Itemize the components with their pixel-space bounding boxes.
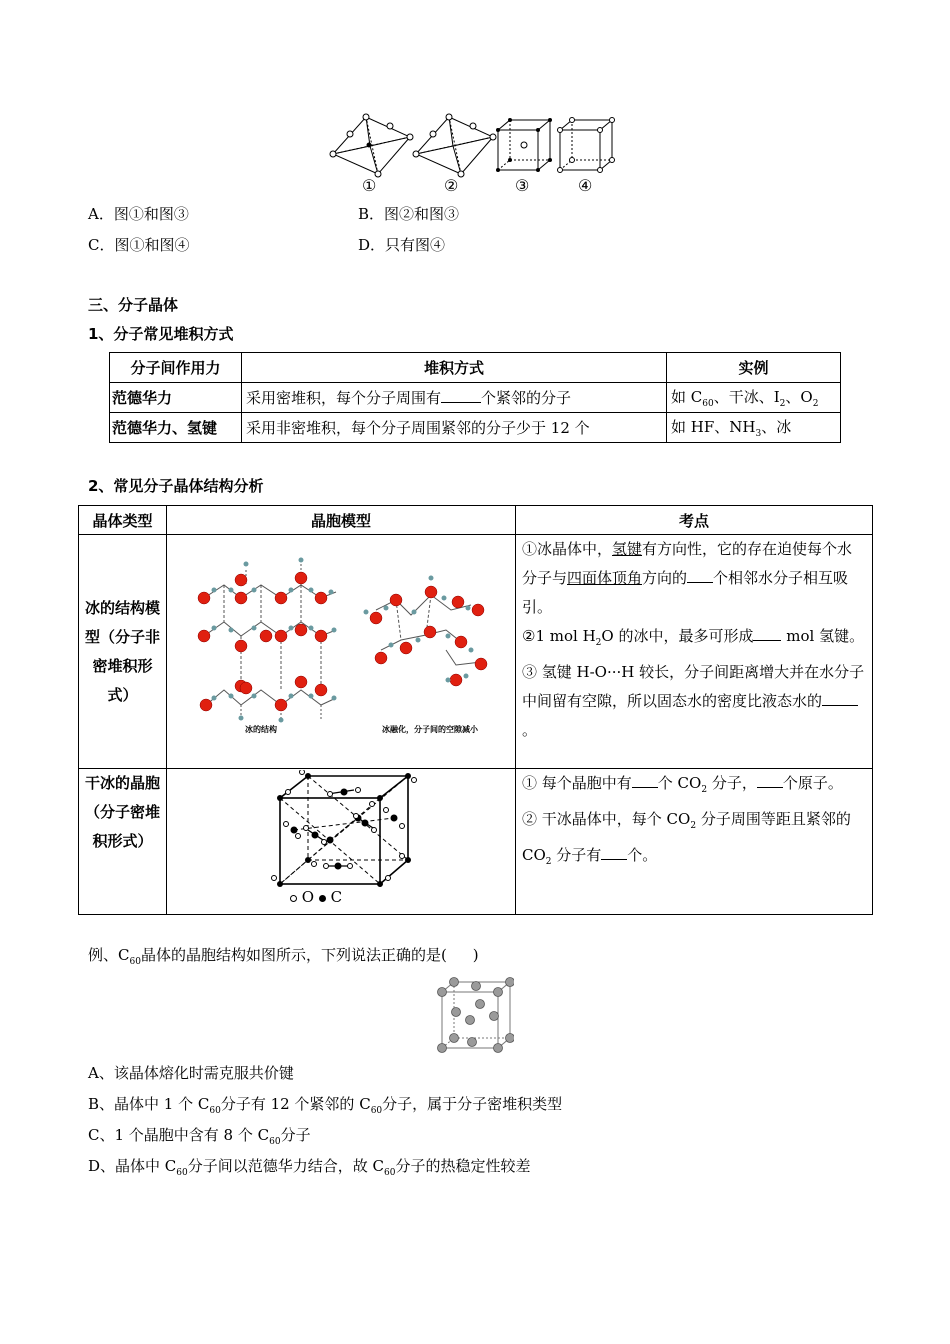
cell-example: 如 HF、$NH_3$、冰 [667, 413, 841, 443]
cell-example: 如 $C_{60}$、干冰、$I_2$、$O_2$ [667, 383, 841, 413]
stacking-table [109, 352, 841, 443]
fig-label-1: ① [362, 176, 377, 195]
cell-dry-ice-type: 干冰的晶胞（分子密堆积形式） [79, 769, 167, 915]
cell-method: 采用密堆积，每个分子周围有 个紧邻的分子 [242, 383, 667, 413]
table-row [110, 413, 841, 443]
subsection-1-title: 1、分子常见堆积方式 [88, 325, 234, 343]
cell-ice-type: 冰的结构模型（分子非密堆积形式） [79, 535, 167, 769]
th-method: 堆积方式 [242, 353, 667, 383]
ice-structure-image [186, 550, 506, 740]
example-stem: 例、$C_{60}$晶体的晶胞结构如图所示，下列说法正确的是( ) [88, 946, 479, 967]
subsection-2-title: 2、常见分子晶体结构分析 [88, 477, 264, 495]
example-option-c: C、1 个晶胞中含有 8 个 $C_{60}$分子 [88, 1126, 311, 1147]
cell-ice-points: ①冰晶体中，氢键有方向性，它的存在迫使每个水分子与四面体顶角方向的 个相邻水分子相互吸引。 ②1 mol $H_2O$ 的冰中，最多可形成 mol 氢键。 ③ 氢键 H-O···H 较长，分子间距离增大并在水分子中间留有空隙，所以固态水的密度比液态水的。 [516, 535, 873, 769]
c60-cell-image [434, 976, 514, 1054]
dry-ice-legend: O C [290, 888, 342, 906]
example-option-b: B、晶体中 1 个 $C_{60}$分子有 12 个紧邻的 $C_{60}$分子，属于分子密堆积类型 [88, 1095, 563, 1116]
th-model: 晶胞模型 [167, 506, 516, 535]
table-row [110, 383, 841, 413]
carbon-legend-icon [319, 895, 326, 902]
cell-dry-ice-points: ① 每个晶胞中有 个 $CO_2$ 分子， 个原子。 ② 干冰晶体中，每个 $CO_2$ 分子周围等距且紧邻的 $CO_2$ 分子有 个。 [516, 769, 873, 915]
th-points: 考点 [516, 506, 873, 535]
cell-method: 采用非密堆积，每个分子周围紧邻的分子少于 12 个 [242, 413, 667, 443]
option-c: C．图①和图④ [88, 236, 190, 254]
section-title: 三、分子晶体 [88, 296, 179, 314]
cell-force: 范德华力 [110, 383, 242, 413]
example-option-d: D、晶体中 $C_{60}$分子间以范德华力结合，故 $C_{60}$分子的热稳定性较差 [88, 1157, 531, 1178]
fig-label-3: ③ [515, 176, 530, 195]
ice-caption-right: 冰融化，分子间的空隙减小 [382, 725, 478, 734]
th-force: 分子间作用力 [110, 353, 242, 383]
th-example: 实例 [667, 353, 841, 383]
ice-caption-left: 冰的结构 [245, 725, 277, 734]
th-type: 晶体类型 [79, 506, 167, 535]
option-a: A．图①和图③ [88, 205, 189, 223]
dry-ice-cell-image [268, 770, 418, 890]
fig-label-2: ② [444, 176, 459, 195]
oxygen-legend-icon [290, 895, 297, 902]
example-option-a: A、该晶体熔化时需克服共价键 [88, 1064, 294, 1082]
fig-label-4: ④ [578, 176, 593, 195]
option-d: D．只有图④ [358, 236, 446, 254]
cell-force: 范德华力、氢键 [110, 413, 242, 443]
option-b: B．图②和图③ [358, 205, 460, 223]
table-row [79, 769, 873, 915]
